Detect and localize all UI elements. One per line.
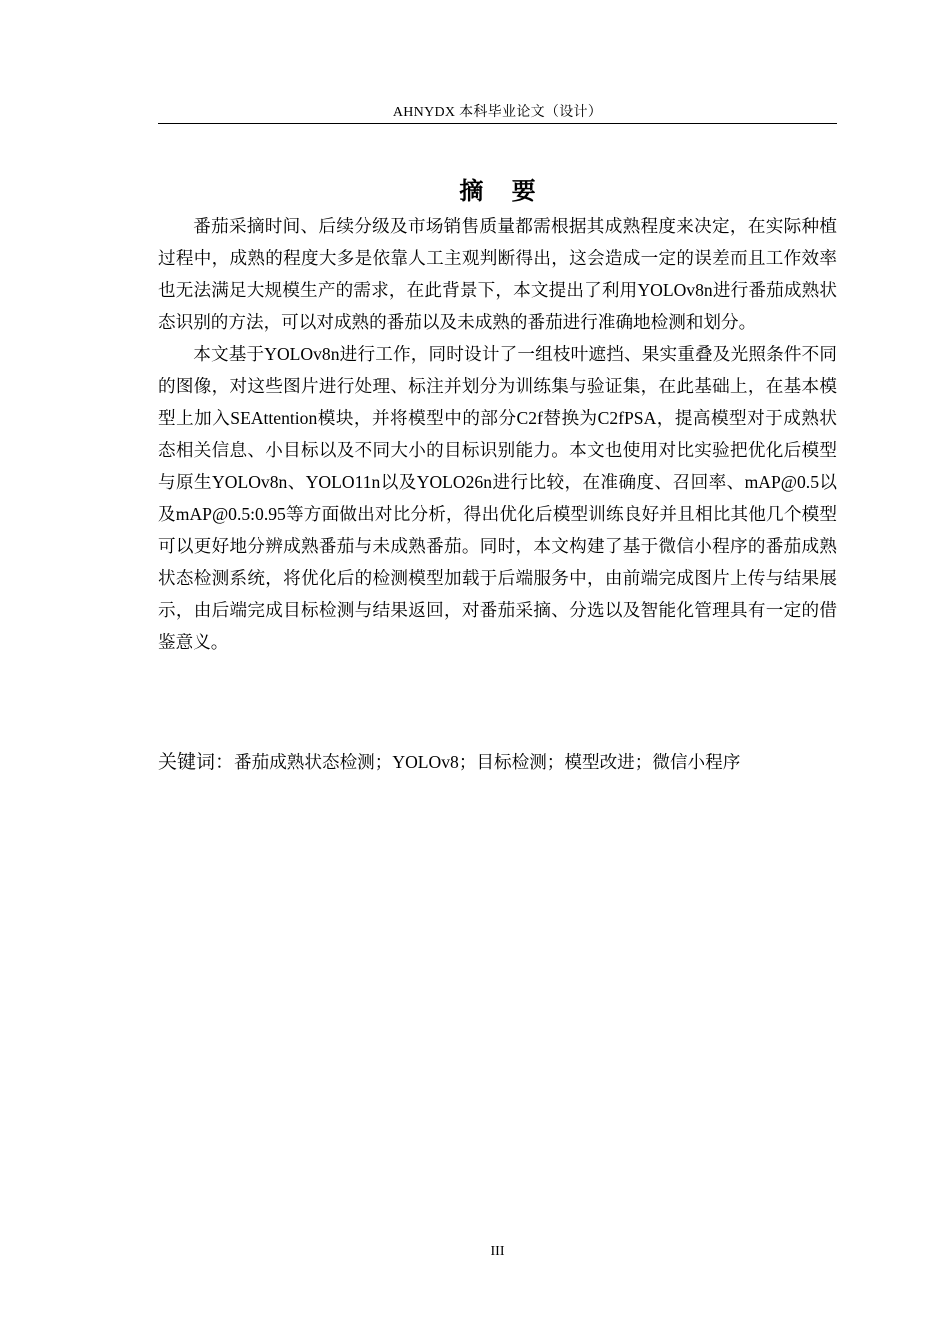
keywords-label: 关键词： [158, 751, 235, 773]
abstract-body [158, 210, 837, 658]
page-number: III [490, 1244, 505, 1259]
keywords-text: 番茄成熟状态检测；YOLOv8；目标检测；模型改进；微信小程序 [234, 752, 741, 772]
running-header: AHNYDX 本科毕业论文（设计） [392, 105, 603, 120]
header-rule [158, 123, 837, 124]
keywords-line [158, 746, 837, 778]
abstract-paragraph-1: 番茄采摘时间、后续分级及市场销售质量都需根据其成熟程度来决定，在实际种植过程中，成熟的程度大多是依靠人工主观判断得出，这会造成一定的误差而且工作效率也无法满足大规模生产的需求，在此背景下，本文提出了利用YOLOv8n进行番茄成熟状态识别的方法，可以对成熟的番茄以及未成熟的番茄进行准确地检测和划分。 [158, 216, 837, 332]
abstract-title: 摘 要 [459, 177, 536, 205]
abstract-paragraph-2: 本文基于YOLOv8n进行工作，同时设计了一组枝叶遮挡、果实重叠及光照条件不同的图像，对这些图片进行处理、标注并划分为训练集与验证集，在此基础上，在基本模型上加入SEAttention模块，并将模型中的部分C2f替换为C2fPSA，提高模型对于成熟状态相关信息、小目标以及不同大小的目标识别能力。本文也使用对比实验把优化后模型与原生YOLOv8n、YOLO11n以及YOLO26n进行比较，在准确度、召回率、mAP@0.5以及mAP@0.5:0.95等方面做出对比分析，得出优化后模型训练良好并且相比其他几个模型可以更好地分辨成熟番茄与未成熟番茄。同时，本文构建了基于微信小程序的番茄成熟状态检测系统，将优化后的检测模型加载于后端服务中，由前端完成图片上传与结果展示，由后端完成目标检测与结果返回，对番茄采摘、分选以及智能化管理具有一定的借鉴意义。 [158, 344, 837, 652]
